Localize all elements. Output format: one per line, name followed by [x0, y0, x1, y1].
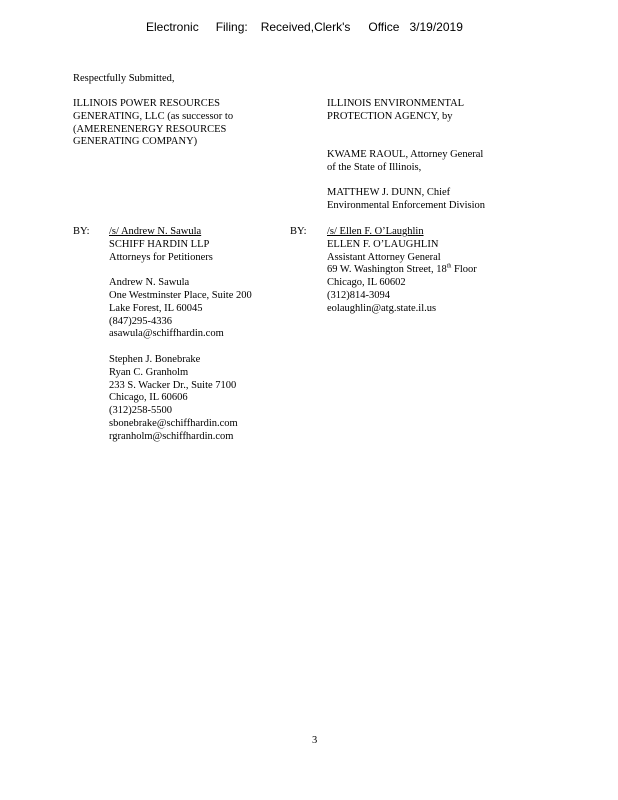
party-line: ILLINOIS POWER RESOURCES	[73, 98, 221, 109]
signature-line: /s/ Ellen F. O’Laughlin	[327, 226, 424, 237]
enforcement-chief-line: Environmental Enforcement Division	[327, 199, 486, 211]
attorney-general-block	[327, 149, 483, 175]
filing-stamp-word: Electronic	[146, 20, 199, 34]
contact-line: (847)295-4336	[109, 315, 172, 327]
address-floor: Floor	[451, 264, 477, 276]
party-line: (AMERENENERGY RESOURCES	[73, 123, 227, 135]
contact-line: 233 S. Wacker Dr., Suite 7100	[109, 379, 237, 391]
contact-line: Chicago, IL 60606	[109, 392, 188, 404]
filing-stamp-date: 3/19/2019	[409, 20, 463, 34]
ordinal-suffix: th	[446, 263, 452, 270]
enforcement-chief-line: MATTHEW J. DUNN, Chief	[327, 187, 451, 198]
page-number: 3	[312, 735, 318, 746]
attorney-general-line: of the State of Illinois,	[327, 161, 422, 173]
filing-stamp-word: Received,Clerk's	[260, 20, 351, 34]
contact-line: Andrew N. Sawula	[109, 277, 190, 289]
counsel-role: Attorneys for Petitioners	[109, 251, 213, 263]
filing-stamp-word: Filing:	[215, 20, 248, 34]
attorney-general-line: KWAME RAOUL, Attorney General	[327, 149, 484, 160]
party-line: ILLINOIS ENVIRONMENTAL	[327, 98, 465, 109]
contact-line: asawula@schiffhardin.com	[109, 328, 224, 340]
party-line: PROTECTION AGENCY, by	[327, 110, 453, 122]
contact-line: Lake Forest, IL 60045	[109, 302, 203, 314]
petitioner-signature-block	[109, 226, 252, 444]
by-label: BY:	[290, 226, 307, 237]
contact-line: One Westminster Place, Suite 200	[109, 289, 252, 301]
contact-line: (312)258-5500	[109, 405, 172, 417]
email-line: eolaughlin@atg.state.il.us	[327, 302, 437, 314]
closing-salutation: Respectfully Submitted,	[73, 73, 175, 84]
respondent-signature-block	[327, 226, 477, 316]
city-line: Chicago, IL 60602	[327, 277, 406, 289]
signature-line: /s/ Andrew N. Sawula	[109, 226, 202, 237]
contact-line: sbonebrake@schiffhardin.com	[109, 417, 238, 429]
petitioner-party-block	[73, 98, 233, 149]
phone-line: (312)814-3094	[327, 289, 390, 301]
contact-line: rgranholm@schiffhardin.com	[109, 430, 234, 442]
party-line: GENERATING, LLC (as successor to	[73, 110, 234, 122]
address-street: 69 W. Washington Street, 18	[327, 264, 447, 276]
firm-name: SCHIFF HARDIN LLP	[109, 238, 210, 250]
attorney-name: ELLEN F. O’LAUGHLIN	[327, 238, 439, 250]
party-line: GENERATING COMPANY)	[73, 136, 198, 148]
contact-line: Stephen J. Bonebrake	[109, 353, 201, 365]
filing-stamp-word: Office	[368, 20, 400, 34]
contact-line: Ryan C. Granholm	[109, 366, 189, 378]
by-label: BY:	[73, 226, 90, 237]
address-line	[327, 264, 477, 277]
filing-stamp-header	[146, 20, 463, 34]
respondent-party-block	[327, 98, 464, 124]
enforcement-chief-block	[327, 187, 485, 213]
attorney-title: Assistant Attorney General	[327, 251, 441, 263]
